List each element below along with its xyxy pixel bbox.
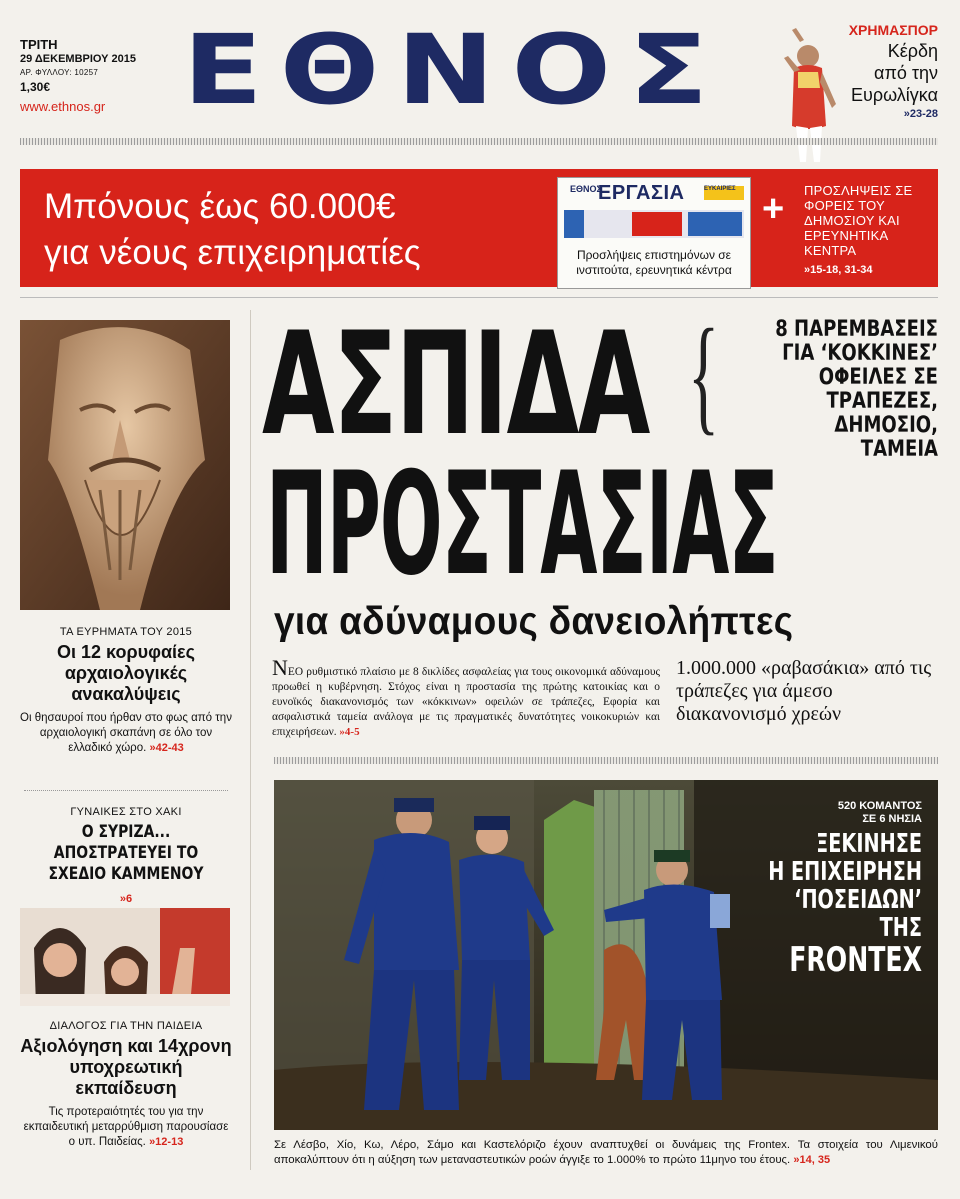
item-kicker: ΓΥΝΑΙΚΕΣ ΣΤΟ ΧΑΚΙ: [70, 806, 182, 818]
supplement-tag: ΕΥΚΑΙΡΙΕΣ: [704, 186, 744, 200]
photo-kicker: [700, 800, 922, 826]
newspaper-logo: ΕΘΝΟΣ: [182, 14, 726, 126]
left-item-archaeology[interactable]: [20, 626, 232, 756]
sport-promo-line: Ευρωλίγκα: [851, 85, 938, 105]
item-pages: »12-13: [149, 1136, 184, 1148]
main-headline-line1: ΑΣΠΙΔΑ: [262, 302, 650, 467]
item-text: [20, 1105, 232, 1150]
students-photo: [20, 908, 230, 1006]
item-headline: Οι 12 κορυφαίες αρχαιολογικές ανακαλύψεις: [57, 642, 195, 704]
supplement-caption: Προσλήψεις επιστημόνων σε ινστιτούτα, ερευνητικά κέντρα: [576, 248, 732, 277]
supplement-title: ΕΡΓΑΣΙΑ: [598, 182, 685, 204]
photo-headline-line: ΤΗΣ: [879, 913, 922, 943]
photo-headline-line: ‘ΠΟΣΕΙΔΩΝ’: [794, 885, 922, 915]
photo-kicker-line: 520 ΚΟΜΑΝΤΟΣ: [837, 800, 922, 812]
photo-kicker-line: ΣΕ 6 ΝΗΣΙΑ: [862, 813, 922, 825]
item-headline: Αξιολόγηση και 14χρονη υποχρεωτική εκπαίδευση: [20, 1036, 232, 1098]
caption-text: Σε Λέσβο, Χίο, Κω, Λέρο, Σάμο και Καστελόριζο έχουν αναπτυχθεί οι δυνάμεις της Frontex. Τα στοιχεία του Λιμενικού αποκαλύπτουν ότι η αύξηση των μεταναστευτικών ροών άγγιξε το 1.000% το πρώτο 11μηνο του έτους.: [274, 1139, 938, 1166]
left-item-syriza[interactable]: [20, 806, 232, 905]
sport-promo-line: Κέρδη: [887, 41, 938, 61]
photo-headline-line: FRONTEX: [789, 940, 922, 980]
sport-promo-text: [851, 40, 938, 106]
photo-headline-line: Η ΕΠΙΧΕΙΡΗΣΗ: [768, 857, 922, 887]
issue-number: ΑΡ. ΦΥΛΛΟΥ: 10257: [20, 68, 99, 77]
brace-ornament: {: [688, 303, 720, 447]
item-text-body: Τις προτεραιότητές του για την εκπαιδευτική μεταρρύθμιση παρουσίασε ο υπ. Παιδείας.: [23, 1106, 229, 1148]
photo-caption: [274, 1138, 938, 1168]
photo-headline-line: ΞΕΚΙΝΗΣΕ: [816, 829, 922, 859]
main-side-lead: 1.000.000 «ραβασάκια» από τις τράπεζες για άμεσο διακανονισμό χρεών: [676, 657, 932, 725]
lead-pages: »4-5: [339, 726, 360, 738]
item-kicker: ΤΑ ΕΥΡΗΜΑΤΑ ΤΟΥ 2015: [59, 626, 193, 638]
item-pages: »6: [119, 893, 133, 905]
issue-date: 29 ΔΕΚΕΜΒΡΙΟΥ 2015: [20, 53, 137, 65]
section-rule: [274, 757, 938, 764]
item-text: [20, 711, 232, 756]
caption-pages: »14, 35: [793, 1154, 831, 1166]
left-item-education[interactable]: [20, 1020, 232, 1150]
banner-right-text: ΠΡΟΣΛΗΨΕΙΣ ΣΕ ΦΟΡΕΙΣ ΤΟΥ ΔΗΜΟΣΙΟΥ ΚΑΙ ΕΡΕΥΝΗΤΙΚΑ ΚΕΝΤΡΑ: [804, 183, 913, 258]
website-link[interactable]: www.ethnos.gr: [20, 99, 106, 114]
statue-photo: [20, 320, 230, 610]
main-side-headline: 8 ΠΑΡΕΜΒΑΣΕΙΣ ΓΙΑ ‘ΚΟΚΚΙΝΕΣ’ ΟΦΕΙΛΕΣ ΣΕ ΤΡΑΠΕΖΕΣ, ΔΗΜΟΣΙΟ, ΤΑΜΕΙΑ: [775, 317, 938, 462]
supplement-brand: ΕΘΝΟΣ: [570, 184, 602, 194]
supplement-strip-box: [688, 212, 742, 236]
masthead-meta: [20, 38, 136, 114]
masthead-rule: [20, 138, 938, 145]
section-rule: [20, 297, 938, 298]
column-divider: [250, 310, 251, 1170]
supplement-strip-accent: [564, 210, 584, 238]
banner-pages: »15-18, 31-34: [804, 264, 873, 276]
lead-initial: Ν: [272, 655, 288, 680]
main-lead: [272, 655, 660, 740]
sport-promo-label: ΧΡΗΜΑΣΠΟΡ: [848, 22, 938, 38]
supplement-cover: [558, 178, 750, 288]
main-subheadline: για αδύναμους δανειολήπτες: [274, 600, 794, 643]
main-headline-line2: ΠΡΟΣΤΑΣΙΑΣ: [266, 442, 778, 607]
item-headline: Ο ΣΥΡΙΖΑ... ΑΠΟΣΤΡΑΤΕΥΕΙ ΤΟ ΣΧΕΔΙΟ ΚΑΜΜΕΝΟΥ: [48, 822, 204, 884]
lead-text: ΕΟ ρυθμιστικό πλαίσιο με 8 δικλίδες ασφαλείας για τους οικονομικά αδύναμους προωθεί η κυβέρνηση. Στόχος είναι η προστασία της πρώτης κατοικίας και ο ευνοϊκός διακανονισμός των «κόκκινων» οφειλών σε τράπεζες, Εφορία και ασφαλιστικά ταμεία ανάλογα με τις πραγματικές δυνατότητες νοικοκυριών και επιχειρήσεων.: [272, 666, 660, 738]
sport-promo-line: από την: [874, 63, 938, 83]
item-pages: »42-43: [149, 742, 184, 754]
banner-headline-line: Μπόνους έως 60.000€: [44, 187, 396, 226]
left-divider: [24, 790, 228, 792]
item-kicker: ΔΙΑΛΟΓΟΣ ΓΙΑ ΤΗΝ ΠΑΙΔΕΙΑ: [49, 1020, 203, 1032]
item-text-body: Οι θησαυροί που ήρθαν στο φως από την αρχαιολογική σκαπάνη σε όλο τον ελλαδικό χώρο.: [20, 712, 232, 754]
photo-headline: [758, 830, 922, 978]
sport-promo-pages: »23-28: [903, 108, 938, 120]
issue-day: ΤΡΙΤΗ: [20, 37, 58, 52]
banner-headline-line: για νέους επιχειρηματίες: [44, 233, 421, 272]
supplement-strip-box: [632, 212, 682, 236]
banner-headline: [44, 184, 554, 276]
issue-price: 1,30€: [20, 80, 51, 94]
plus-icon: +: [762, 188, 785, 230]
